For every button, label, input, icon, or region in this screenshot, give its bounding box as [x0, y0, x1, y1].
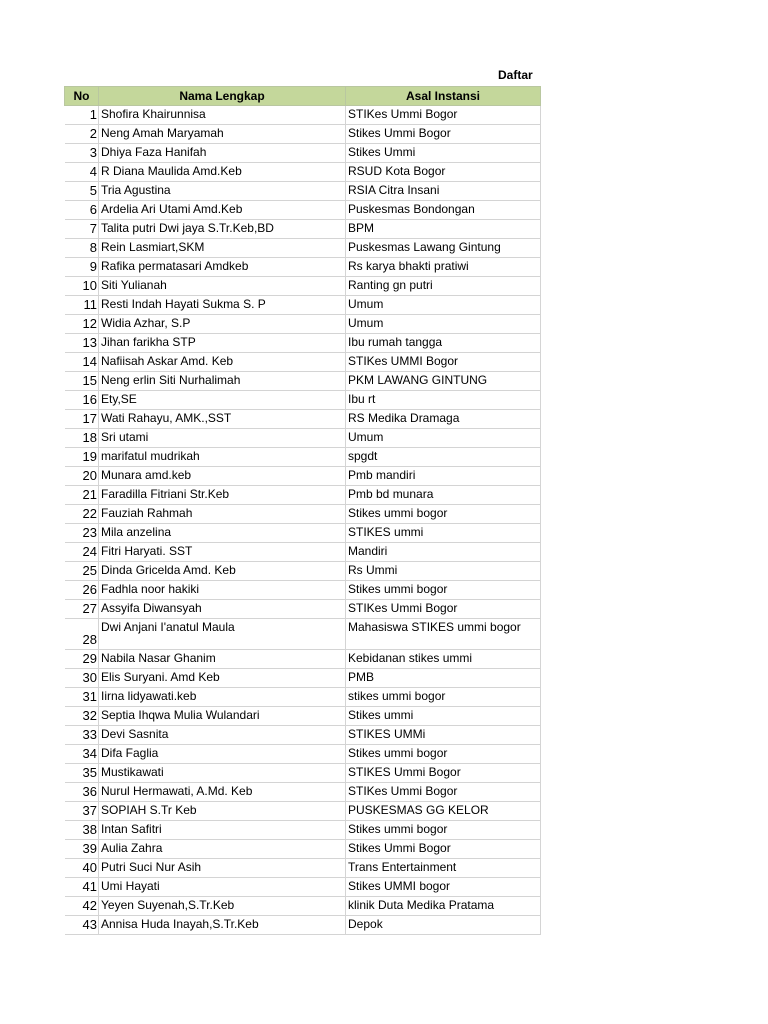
cell-nama-lengkap[interactable]: Intan Safitri: [99, 821, 346, 840]
cell-asal-instansi[interactable]: Puskesmas Lawang Gintung: [346, 239, 541, 258]
cell-asal-instansi[interactable]: BPM: [346, 220, 541, 239]
cell-asal-instansi[interactable]: Mandiri: [346, 543, 541, 562]
cell-nama-lengkap[interactable]: Widia Azhar, S.P: [99, 315, 346, 334]
cell-no[interactable]: 5: [65, 182, 99, 201]
cell-asal-instansi[interactable]: Stikes UMMI bogor: [346, 878, 541, 897]
cell-no[interactable]: 24: [65, 543, 99, 562]
cell-no[interactable]: 42: [65, 897, 99, 916]
header-asal-instansi[interactable]: Asal Instansi: [346, 87, 541, 106]
cell-nama-lengkap[interactable]: Nabila Nasar Ghanim: [99, 650, 346, 669]
cell-nama-lengkap[interactable]: Difa Faglia: [99, 745, 346, 764]
cell-asal-instansi[interactable]: Stikes ummi bogor: [346, 505, 541, 524]
table-row: [65, 802, 541, 821]
table-row: [65, 581, 541, 600]
table-row: [65, 296, 541, 315]
cell-asal-instansi[interactable]: Ranting gn putri: [346, 277, 541, 296]
cell-asal-instansi[interactable]: Stikes Ummi: [346, 144, 541, 163]
cell-asal-instansi[interactable]: RSIA Citra Insani: [346, 182, 541, 201]
cell-nama-lengkap[interactable]: Neng erlin Siti Nurhalimah: [99, 372, 346, 391]
cell-no[interactable]: 2: [65, 125, 99, 144]
header-no[interactable]: No: [65, 87, 99, 106]
table-row: [65, 745, 541, 764]
cell-asal-instansi[interactable]: STIKes Ummi Bogor: [346, 600, 541, 619]
cell-no[interactable]: 15: [65, 372, 99, 391]
table-row: [65, 258, 541, 277]
table-row: [65, 897, 541, 916]
table-row: [65, 239, 541, 258]
cell-asal-instansi[interactable]: Kebidanan stikes ummi: [346, 650, 541, 669]
cell-nama-lengkap[interactable]: Fitri Haryati. SST: [99, 543, 346, 562]
cell-asal-instansi[interactable]: Umum: [346, 429, 541, 448]
table-row: [65, 182, 541, 201]
cell-no[interactable]: 38: [65, 821, 99, 840]
cell-nama-lengkap[interactable]: Putri Suci Nur Asih: [99, 859, 346, 878]
table-row: [65, 783, 541, 802]
cell-nama-lengkap[interactable]: Munara amd.keb: [99, 467, 346, 486]
cell-nama-lengkap[interactable]: Septia Ihqwa Mulia Wulandari: [99, 707, 346, 726]
table-row: [65, 505, 541, 524]
cell-asal-instansi[interactable]: STIKES ummi: [346, 524, 541, 543]
cell-no[interactable]: 6: [65, 201, 99, 220]
cell-asal-instansi[interactable]: Umum: [346, 296, 541, 315]
cell-nama-lengkap[interactable]: Jihan farikha STP: [99, 334, 346, 353]
cell-no[interactable]: 22: [65, 505, 99, 524]
cell-no[interactable]: 33: [65, 726, 99, 745]
table-row: [65, 429, 541, 448]
table-row: [65, 726, 541, 745]
table-row: [65, 524, 541, 543]
cell-no[interactable]: 41: [65, 878, 99, 897]
cell-nama-lengkap[interactable]: Shofira Khairunnisa: [99, 106, 346, 125]
cell-no[interactable]: 8: [65, 239, 99, 258]
cell-no[interactable]: 20: [65, 467, 99, 486]
cell-asal-instansi[interactable]: Stikes Ummi Bogor: [346, 840, 541, 859]
cell-no[interactable]: 17: [65, 410, 99, 429]
table-row: [65, 650, 541, 669]
cell-nama-lengkap[interactable]: Dwi Anjani I'anatul Maula: [99, 619, 346, 650]
cell-no[interactable]: 9: [65, 258, 99, 277]
cell-asal-instansi[interactable]: STIKES Ummi Bogor: [346, 764, 541, 783]
cell-asal-instansi[interactable]: Trans Entertainment: [346, 859, 541, 878]
cell-no[interactable]: 19: [65, 448, 99, 467]
table-row: [65, 916, 541, 935]
cell-asal-instansi[interactable]: STIKes Ummi Bogor: [346, 783, 541, 802]
cell-no[interactable]: 23: [65, 524, 99, 543]
cell-asal-instansi[interactable]: Stikes ummi: [346, 707, 541, 726]
cell-nama-lengkap[interactable]: Fadhla noor hakiki: [99, 581, 346, 600]
cell-nama-lengkap[interactable]: Elis Suryani. Amd Keb: [99, 669, 346, 688]
cell-nama-lengkap[interactable]: Aulia Zahra: [99, 840, 346, 859]
cell-no[interactable]: 30: [65, 669, 99, 688]
cell-no[interactable]: 18: [65, 429, 99, 448]
cell-asal-instansi[interactable]: STIKes Ummi Bogor: [346, 106, 541, 125]
cell-nama-lengkap[interactable]: Annisa Huda Inayah,S.Tr.Keb: [99, 916, 346, 935]
cell-no[interactable]: 4: [65, 163, 99, 182]
table-row: [65, 334, 541, 353]
cell-no[interactable]: 35: [65, 764, 99, 783]
cell-no[interactable]: 37: [65, 802, 99, 821]
cell-nama-lengkap[interactable]: Assyifa Diwansyah: [99, 600, 346, 619]
cell-no[interactable]: 11: [65, 296, 99, 315]
table-row: [65, 315, 541, 334]
table-row: [65, 144, 541, 163]
cell-asal-instansi[interactable]: STIKES UMMi: [346, 726, 541, 745]
cell-asal-instansi[interactable]: PUSKESMAS GG KELOR: [346, 802, 541, 821]
cell-no[interactable]: 31: [65, 688, 99, 707]
cell-no[interactable]: 27: [65, 600, 99, 619]
cell-nama-lengkap[interactable]: Mila anzelina: [99, 524, 346, 543]
table-row: [65, 353, 541, 372]
cell-asal-instansi[interactable]: Ibu rt: [346, 391, 541, 410]
cell-asal-instansi[interactable]: Stikes ummi bogor: [346, 581, 541, 600]
cell-asal-instansi[interactable]: PKM LAWANG GINTUNG: [346, 372, 541, 391]
cell-asal-instansi[interactable]: Pmb mandiri: [346, 467, 541, 486]
table-row: [65, 106, 541, 125]
cell-nama-lengkap[interactable]: Umi Hayati: [99, 878, 346, 897]
cell-nama-lengkap[interactable]: Fauziah Rahmah: [99, 505, 346, 524]
table-row: [65, 600, 541, 619]
cell-no[interactable]: 1: [65, 106, 99, 125]
table-row: [65, 201, 541, 220]
table-row: [65, 619, 541, 650]
table-row: [65, 840, 541, 859]
cell-asal-instansi[interactable]: Depok: [346, 916, 541, 935]
cell-nama-lengkap[interactable]: Mustikawati: [99, 764, 346, 783]
cell-nama-lengkap[interactable]: Nurul Hermawati, A.Md. Keb: [99, 783, 346, 802]
cell-asal-instansi[interactable]: Rs karya bhakti pratiwi: [346, 258, 541, 277]
cell-nama-lengkap[interactable]: Neng Amah Maryamah: [99, 125, 346, 144]
cell-asal-instansi[interactable]: RSUD Kota Bogor: [346, 163, 541, 182]
cell-no[interactable]: 14: [65, 353, 99, 372]
cell-nama-lengkap[interactable]: Ety,SE: [99, 391, 346, 410]
table-row: [65, 543, 541, 562]
cell-asal-instansi[interactable]: Stikes Ummi Bogor: [346, 125, 541, 144]
cell-no[interactable]: 39: [65, 840, 99, 859]
cell-nama-lengkap[interactable]: Siti Yulianah: [99, 277, 346, 296]
cell-nama-lengkap[interactable]: Ardelia Ari Utami Amd.Keb: [99, 201, 346, 220]
cell-nama-lengkap[interactable]: Rein Lasmiart,SKM: [99, 239, 346, 258]
cell-nama-lengkap[interactable]: Iirna lidyawati.keb: [99, 688, 346, 707]
cell-asal-instansi[interactable]: Pmb bd munara: [346, 486, 541, 505]
cell-asal-instansi[interactable]: spgdt: [346, 448, 541, 467]
cell-nama-lengkap[interactable]: Resti Indah Hayati Sukma S. P: [99, 296, 346, 315]
cell-no[interactable]: 26: [65, 581, 99, 600]
cell-no[interactable]: 40: [65, 859, 99, 878]
cell-no[interactable]: 32: [65, 707, 99, 726]
cell-no[interactable]: 13: [65, 334, 99, 353]
table-row: [65, 372, 541, 391]
cell-asal-instansi[interactable]: PMB: [346, 669, 541, 688]
table-row: [65, 277, 541, 296]
cell-nama-lengkap[interactable]: Devi Sasnita: [99, 726, 346, 745]
cell-no[interactable]: 21: [65, 486, 99, 505]
sheet-title: Daftar: [498, 68, 533, 82]
header-row: [65, 87, 541, 106]
cell-asal-instansi[interactable]: stikes ummi bogor: [346, 688, 541, 707]
table-row: [65, 467, 541, 486]
cell-asal-instansi[interactable]: klinik Duta Medika Pratama: [346, 897, 541, 916]
table-row: [65, 410, 541, 429]
cell-nama-lengkap[interactable]: R Diana Maulida Amd.Keb: [99, 163, 346, 182]
cell-nama-lengkap[interactable]: Nafiisah Askar Amd. Keb: [99, 353, 346, 372]
table-row: [65, 821, 541, 840]
cell-no[interactable]: 12: [65, 315, 99, 334]
cell-nama-lengkap[interactable]: Rafika permatasari Amdkeb: [99, 258, 346, 277]
table-row: [65, 707, 541, 726]
cell-asal-instansi[interactable]: Puskesmas Bondongan: [346, 201, 541, 220]
cell-nama-lengkap[interactable]: Wati Rahayu, AMK.,SST: [99, 410, 346, 429]
cell-asal-instansi[interactable]: Ibu rumah tangga: [346, 334, 541, 353]
cell-no[interactable]: 29: [65, 650, 99, 669]
table-row: [65, 688, 541, 707]
table-row: [65, 859, 541, 878]
cell-nama-lengkap[interactable]: Dinda Gricelda Amd. Keb: [99, 562, 346, 581]
cell-asal-instansi[interactable]: STIKes UMMI Bogor: [346, 353, 541, 372]
cell-nama-lengkap[interactable]: Tria Agustina: [99, 182, 346, 201]
cell-asal-instansi[interactable]: Rs Ummi: [346, 562, 541, 581]
cell-no[interactable]: 43: [65, 916, 99, 935]
cell-nama-lengkap[interactable]: marifatul mudrikah: [99, 448, 346, 467]
table-row: [65, 764, 541, 783]
cell-no[interactable]: 16: [65, 391, 99, 410]
cell-asal-instansi[interactable]: Mahasiswa STIKES ummi bogor: [346, 619, 541, 650]
cell-no[interactable]: 36: [65, 783, 99, 802]
header-nama-lengkap[interactable]: Nama Lengkap: [99, 87, 346, 106]
table-row: [65, 125, 541, 144]
cell-nama-lengkap[interactable]: SOPIAH S.Tr Keb: [99, 802, 346, 821]
cell-nama-lengkap[interactable]: Sri utami: [99, 429, 346, 448]
table-row: [65, 878, 541, 897]
cell-asal-instansi[interactable]: Stikes ummi bogor: [346, 821, 541, 840]
table-row: [65, 448, 541, 467]
cell-nama-lengkap[interactable]: Faradilla Fitriani Str.Keb: [99, 486, 346, 505]
table-row: [65, 220, 541, 239]
cell-nama-lengkap[interactable]: Dhiya Faza Hanifah: [99, 144, 346, 163]
table-row: [65, 486, 541, 505]
cell-no[interactable]: 3: [65, 144, 99, 163]
table-row: [65, 163, 541, 182]
cell-no[interactable]: 7: [65, 220, 99, 239]
cell-no[interactable]: 25: [65, 562, 99, 581]
cell-no[interactable]: 28: [65, 619, 99, 650]
table-row: [65, 669, 541, 688]
attendee-table: [64, 86, 541, 935]
table-row: [65, 562, 541, 581]
cell-asal-instansi[interactable]: RS Medika Dramaga: [346, 410, 541, 429]
cell-no[interactable]: 34: [65, 745, 99, 764]
cell-asal-instansi[interactable]: Stikes ummi bogor: [346, 745, 541, 764]
cell-nama-lengkap[interactable]: Talita putri Dwi jaya S.Tr.Keb,BD: [99, 220, 346, 239]
table-row: [65, 391, 541, 410]
cell-no[interactable]: 10: [65, 277, 99, 296]
cell-nama-lengkap[interactable]: Yeyen Suyenah,S.Tr.Keb: [99, 897, 346, 916]
cell-asal-instansi[interactable]: Umum: [346, 315, 541, 334]
